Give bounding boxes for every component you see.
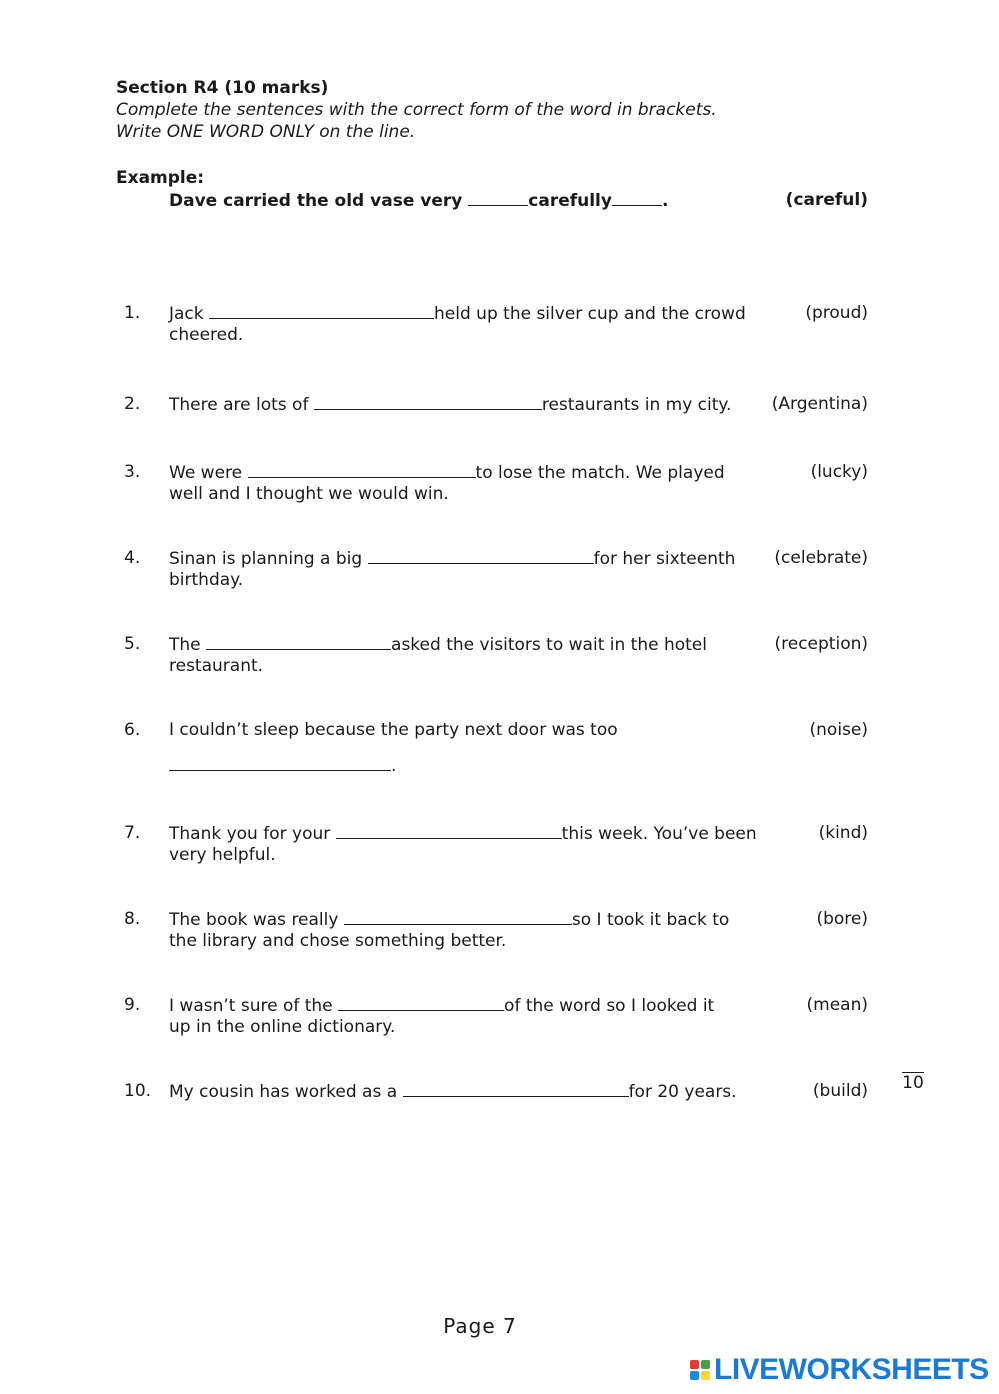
answer-blank-5[interactable] bbox=[206, 633, 391, 650]
instruction-line-1: Complete the sentences with the correct form of the word in brackets. bbox=[116, 100, 717, 120]
question-10-line-1: My cousin has worked as a for 20 years. bbox=[169, 1082, 737, 1102]
question-1-line-1: Jack held up the silver cup and the crowd bbox=[169, 304, 746, 324]
question-number: 3. bbox=[124, 462, 141, 482]
question-7-line-1: Thank you for your this week. You’ve been bbox=[169, 824, 757, 844]
example-answer: carefully . bbox=[468, 189, 668, 212]
question-4-line-1: Sinan is planning a big for her sixteenth bbox=[169, 549, 736, 569]
score-total: 10 bbox=[902, 1073, 924, 1093]
question-number: 2. bbox=[124, 394, 141, 414]
question-number: 6. bbox=[124, 720, 141, 740]
question-5-hint: (reception) bbox=[774, 634, 868, 654]
liveworksheets-logo[interactable] bbox=[690, 1354, 989, 1386]
question-9-line-1: I wasn’t sure of the of the word so I looked it bbox=[169, 996, 715, 1016]
question-1-line-2: cheered. bbox=[169, 325, 244, 345]
question-5-line-1: The asked the visitors to wait in the hotel bbox=[169, 635, 707, 655]
question-9-line-2: up in the online dictionary. bbox=[169, 1017, 396, 1037]
question-number: 8. bbox=[124, 909, 141, 929]
question-6-hint: (noise) bbox=[809, 720, 868, 740]
answer-blank-8[interactable] bbox=[344, 908, 572, 925]
question-9-hint: (mean) bbox=[806, 995, 868, 1015]
question-number: 5. bbox=[124, 634, 141, 654]
example-label: Example: bbox=[116, 168, 205, 188]
question-2-line-1: There are lots of restaurants in my city. bbox=[169, 395, 732, 415]
question-6-line-1: I couldn’t sleep because the party next door was too bbox=[169, 720, 618, 740]
section-title: Section R4 (10 marks) bbox=[116, 78, 329, 98]
answer-blank-4[interactable] bbox=[368, 547, 594, 564]
question-5-line-2: restaurant. bbox=[169, 656, 264, 676]
question-3-hint: (lucky) bbox=[810, 462, 868, 482]
question-number: 9. bbox=[124, 995, 141, 1015]
answer-blank-9[interactable] bbox=[338, 994, 504, 1011]
answer-blank-1[interactable] bbox=[209, 302, 434, 319]
answer-blank-7[interactable] bbox=[336, 822, 562, 839]
page-number: Page 7 bbox=[443, 1314, 517, 1338]
answer-blank-3[interactable] bbox=[248, 461, 476, 478]
question-4-line-2: birthday. bbox=[169, 570, 244, 590]
question-2-hint: (Argentina) bbox=[771, 394, 868, 414]
question-6-line-2: . bbox=[169, 754, 396, 777]
question-7-line-2: very helpful. bbox=[169, 845, 276, 865]
liveworksheets-logo-icon bbox=[690, 1360, 710, 1380]
question-8-line-2: the library and chose something better. bbox=[169, 931, 507, 951]
liveworksheets-brand-text: LIVEWORKSHEETS bbox=[714, 1353, 989, 1386]
question-number: 10. bbox=[124, 1081, 152, 1101]
question-number: 4. bbox=[124, 548, 141, 568]
example-sentence bbox=[169, 189, 668, 212]
answer-blank-6[interactable] bbox=[169, 754, 391, 771]
question-number: 7. bbox=[124, 823, 141, 843]
question-3-line-2: well and I thought we would win. bbox=[169, 484, 449, 504]
question-number: 1. bbox=[124, 303, 141, 323]
instruction-line-2: Write ONE WORD ONLY on the line. bbox=[116, 122, 416, 142]
answer-blank-2[interactable] bbox=[314, 393, 542, 410]
question-7-hint: (kind) bbox=[818, 823, 868, 843]
question-10-hint: (build) bbox=[812, 1081, 868, 1101]
answer-blank-10[interactable] bbox=[403, 1080, 629, 1097]
question-1-hint: (proud) bbox=[805, 303, 868, 323]
question-3-line-1: We were to lose the match. We played bbox=[169, 463, 725, 483]
example-text-before: Dave carried the old vase very bbox=[169, 191, 469, 211]
question-4-hint: (celebrate) bbox=[774, 548, 868, 568]
question-8-hint: (bore) bbox=[816, 909, 868, 929]
example-hint: (careful) bbox=[785, 190, 868, 210]
question-8-line-1: The book was really so I took it back to bbox=[169, 910, 730, 930]
